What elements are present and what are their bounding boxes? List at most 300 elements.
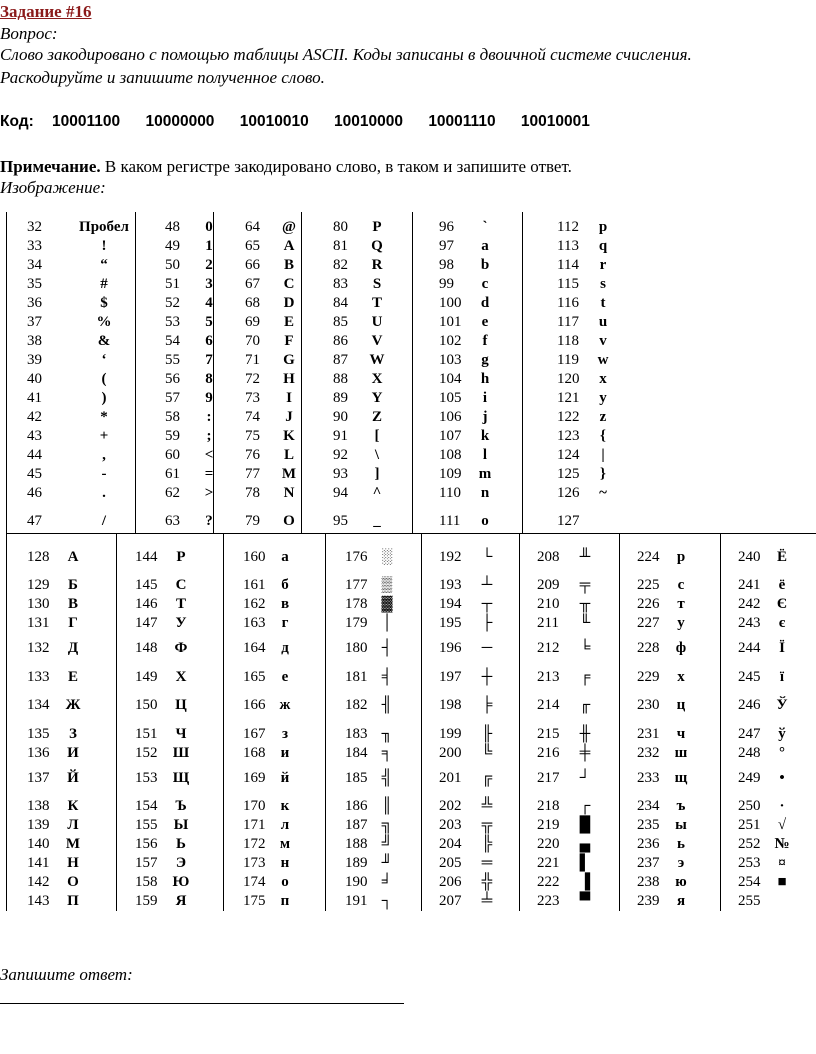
code-number: 164 <box>243 640 266 656</box>
code-number: 73 <box>245 390 260 406</box>
symbol: Й <box>67 770 79 786</box>
code-number: 249 <box>738 770 761 786</box>
code-number: 179 <box>345 615 368 631</box>
symbol: ц <box>676 697 686 713</box>
symbol: б <box>281 577 289 593</box>
code-number: 238 <box>637 874 660 890</box>
symbol: П <box>67 893 79 909</box>
symbol: т <box>677 596 685 612</box>
symbol: Z <box>371 409 382 425</box>
code-number: 90 <box>333 409 348 425</box>
symbol: е <box>281 669 289 685</box>
code-number: 115 <box>557 276 579 292</box>
code-number: 33 <box>27 238 42 254</box>
code-number: 51 <box>165 276 180 292</box>
code-number: 98 <box>439 257 454 273</box>
code-number: 218 <box>537 798 560 814</box>
code-number: 38 <box>27 333 42 349</box>
symbol: 6 <box>205 333 213 349</box>
code-number: 229 <box>637 669 660 685</box>
code-number: 205 <box>439 855 462 871</box>
symbol: . <box>102 485 106 501</box>
code-number: 81 <box>333 238 348 254</box>
code-number: 49 <box>165 238 180 254</box>
symbol: ╫ <box>579 726 591 742</box>
code-number: 114 <box>557 257 579 273</box>
code-number: 32 <box>27 219 42 235</box>
code-number: 177 <box>345 577 368 593</box>
code-number: 39 <box>27 352 42 368</box>
symbol: Ь <box>176 836 186 852</box>
symbol: ╞ <box>481 697 493 713</box>
symbol: Ч <box>175 726 187 742</box>
symbol: ш <box>674 745 688 761</box>
code-number: 50 <box>165 257 180 273</box>
ascii-table-32-127 <box>6 212 816 534</box>
symbol: ┴ <box>481 577 493 593</box>
code-number: 124 <box>557 447 580 463</box>
symbol: g <box>481 352 489 368</box>
symbol: u <box>598 314 608 330</box>
answer-line <box>0 1003 404 1004</box>
code-number: 203 <box>439 817 462 833</box>
symbol: ~ <box>599 485 607 501</box>
code-number: 45 <box>27 466 42 482</box>
code-number: 199 <box>439 726 462 742</box>
symbol: | <box>601 447 605 463</box>
symbol: ; <box>206 428 212 444</box>
symbol: ╝ <box>381 836 393 852</box>
code-number: 198 <box>439 697 462 713</box>
symbol: │ <box>381 615 393 631</box>
symbol: % <box>96 314 112 330</box>
code-number: 234 <box>637 798 660 814</box>
symbol: > <box>204 485 214 501</box>
code-number: 60 <box>165 447 180 463</box>
symbol: _ <box>373 513 381 529</box>
code-number: 223 <box>537 893 560 909</box>
code-number: 215 <box>537 726 560 742</box>
code-number: 66 <box>245 257 260 273</box>
symbol: ■ <box>777 874 787 890</box>
code-number: 65 <box>245 238 260 254</box>
code-line <box>0 113 611 131</box>
question-line-1: Слово закодировано с помощью таблицы ASCII. Коды записаны в двоичной системе счисления. <box>0 45 692 64</box>
code-number: 242 <box>738 596 761 612</box>
symbol: и <box>280 745 290 761</box>
symbol: ┌ <box>579 798 591 814</box>
code-number: 228 <box>637 640 660 656</box>
symbol: Л <box>67 817 79 833</box>
code-number: 112 <box>557 219 579 235</box>
code-number: 143 <box>27 893 50 909</box>
symbol: O <box>283 513 295 529</box>
code-number: 125 <box>557 466 580 482</box>
code-number: 147 <box>135 615 158 631</box>
symbol: r <box>599 257 607 273</box>
code-number: 121 <box>557 390 580 406</box>
code-number: 54 <box>165 333 180 349</box>
code-number: 244 <box>738 640 761 656</box>
symbol: ї <box>779 669 785 685</box>
code-3: 10010010 <box>239 113 309 130</box>
symbol: l <box>482 447 488 463</box>
code-number: 195 <box>439 615 462 631</box>
symbol: f <box>482 333 488 349</box>
code-number: 158 <box>135 874 158 890</box>
symbol: ░ <box>381 549 393 565</box>
symbol: @ <box>282 219 296 235</box>
code-number: 160 <box>243 549 266 565</box>
code-number: 136 <box>27 745 50 761</box>
code-number: 68 <box>245 295 260 311</box>
symbol: ў <box>778 726 786 742</box>
symbol: q <box>598 238 608 254</box>
symbol: w <box>597 352 609 368</box>
code-number: 120 <box>557 371 580 387</box>
symbol: а <box>281 549 289 565</box>
code-number: 83 <box>333 276 348 292</box>
symbol: ` <box>482 219 488 235</box>
code-number: 123 <box>557 428 580 444</box>
symbol: v <box>599 333 607 349</box>
ascii-table-128-255 <box>6 533 816 911</box>
code-number: 96 <box>439 219 454 235</box>
code-number: 150 <box>135 697 158 713</box>
symbol: ‘ <box>101 352 107 368</box>
symbol: Т <box>175 596 186 612</box>
symbol: щ <box>674 770 688 786</box>
code-number: 53 <box>165 314 180 330</box>
symbol: Ъ <box>175 798 187 814</box>
symbol: ╛ <box>381 874 393 890</box>
symbol: n <box>480 485 490 501</box>
code-number: 165 <box>243 669 266 685</box>
symbol: j <box>482 409 488 425</box>
code-number: 95 <box>333 513 348 529</box>
code-number: 78 <box>245 485 260 501</box>
code-number: 142 <box>27 874 50 890</box>
symbol: A <box>283 238 295 254</box>
task-title: Задание #16 <box>0 2 92 21</box>
code-number: 87 <box>333 352 348 368</box>
symbol: ╪ <box>579 745 591 761</box>
code-number: 100 <box>439 295 462 311</box>
code-number: 232 <box>637 745 660 761</box>
code-number: 55 <box>165 352 180 368</box>
symbol: ╘ <box>579 640 591 656</box>
symbol: ╩ <box>481 798 493 814</box>
symbol: ь <box>677 836 685 852</box>
code-number: 134 <box>27 697 50 713</box>
symbol: √ <box>777 817 787 833</box>
symbol: я <box>676 893 686 909</box>
symbol: 8 <box>205 371 213 387</box>
symbol: ¤ <box>778 855 786 871</box>
symbol: ) <box>101 390 107 406</box>
code-number: 144 <box>135 549 158 565</box>
symbol: ╣ <box>381 770 393 786</box>
symbol: ╔ <box>481 770 493 786</box>
symbol: о <box>281 874 289 890</box>
code-number: 132 <box>27 640 50 656</box>
code-number: 202 <box>439 798 462 814</box>
symbol: Д <box>67 640 79 656</box>
code-number: 146 <box>135 596 158 612</box>
code-number: 126 <box>557 485 580 501</box>
symbol: o <box>481 513 489 529</box>
code-number: 241 <box>738 577 761 593</box>
code-number: 97 <box>439 238 454 254</box>
code-number: 159 <box>135 893 158 909</box>
symbol: Ы <box>173 817 189 833</box>
symbol: I <box>286 390 292 406</box>
table2-column-divider <box>325 533 326 911</box>
code-number: 69 <box>245 314 260 330</box>
symbol: U <box>371 314 383 330</box>
symbol: Ц <box>175 697 187 713</box>
code-number: 76 <box>245 447 260 463</box>
code-number: 172 <box>243 836 266 852</box>
symbol: T <box>371 295 382 311</box>
note-label: Примечание. <box>0 157 101 176</box>
symbol: ! <box>101 238 107 254</box>
symbol: ╙ <box>579 615 591 631</box>
code-number: 163 <box>243 615 266 631</box>
code-number: 204 <box>439 836 462 852</box>
code-number: 243 <box>738 615 761 631</box>
symbol: ╗ <box>381 817 393 833</box>
symbol: · <box>779 798 785 814</box>
symbol: Q <box>371 238 383 254</box>
symbol: Б <box>68 577 78 593</box>
symbol: г <box>281 615 289 631</box>
symbol: с <box>677 577 685 593</box>
code-number: 151 <box>135 726 158 742</box>
code-4: 10010000 <box>334 113 403 130</box>
code-number: 250 <box>738 798 761 814</box>
code-number: 52 <box>165 295 180 311</box>
symbol: e <box>481 314 489 330</box>
table2-column-divider <box>116 533 117 911</box>
code-number: 107 <box>439 428 462 444</box>
code-number: 252 <box>738 836 761 852</box>
code-number: 220 <box>537 836 560 852</box>
code-number: 171 <box>243 817 266 833</box>
symbol: ╕ <box>381 745 393 761</box>
code-number: 214 <box>537 697 560 713</box>
code-number: 174 <box>243 874 266 890</box>
symbol: 1 <box>205 238 213 254</box>
symbol: ^ <box>372 485 382 501</box>
symbol: # <box>100 276 108 292</box>
code-number: 129 <box>27 577 50 593</box>
symbol: д <box>281 640 289 656</box>
code-number: 36 <box>27 295 42 311</box>
code-number: 181 <box>345 669 368 685</box>
symbol: Пробел <box>79 219 129 235</box>
code-number: 116 <box>557 295 579 311</box>
symbol: х <box>677 669 685 685</box>
question-label: Вопрос: <box>0 24 58 43</box>
code-number: 183 <box>345 726 368 742</box>
code-number: 240 <box>738 549 761 565</box>
symbol: ├ <box>481 615 493 631</box>
code-number: 37 <box>27 314 42 330</box>
symbol: / <box>101 513 107 529</box>
code-number: 58 <box>165 409 180 425</box>
symbol: ┼ <box>481 669 493 685</box>
code-number: 153 <box>135 770 158 786</box>
symbol: D <box>283 295 295 311</box>
symbol: Э <box>175 855 187 871</box>
symbol: J <box>285 409 293 425</box>
symbol: ю <box>675 874 687 890</box>
code-number: 85 <box>333 314 348 330</box>
symbol: ▀ <box>579 893 591 909</box>
code-number: 64 <box>245 219 260 235</box>
symbol: ё <box>778 577 786 593</box>
code-number: 219 <box>537 817 560 833</box>
symbol: $ <box>100 295 108 311</box>
symbol: ╡ <box>381 669 393 685</box>
code-number: 206 <box>439 874 462 890</box>
symbol: ч <box>676 726 686 742</box>
code-number: 56 <box>165 371 180 387</box>
code-number: 86 <box>333 333 348 349</box>
code-number: 169 <box>243 770 266 786</box>
symbol: з <box>281 726 289 742</box>
code-number: 196 <box>439 640 462 656</box>
code-5: 10001110 <box>428 113 496 130</box>
symbol: G <box>283 352 295 368</box>
code-number: 99 <box>439 276 454 292</box>
code-number: 41 <box>27 390 42 406</box>
code-number: 154 <box>135 798 158 814</box>
code-number: 139 <box>27 817 50 833</box>
symbol: E <box>283 314 294 330</box>
code-number: 47 <box>27 513 42 529</box>
symbol: Х <box>175 669 187 685</box>
code-number: 122 <box>557 409 580 425</box>
code-number: 57 <box>165 390 180 406</box>
code-number: 193 <box>439 577 462 593</box>
code-number: 105 <box>439 390 462 406</box>
symbol: № <box>774 836 790 852</box>
symbol: b <box>480 257 490 273</box>
code-number: 155 <box>135 817 158 833</box>
code-number: 182 <box>345 697 368 713</box>
symbol: Ф <box>174 640 188 656</box>
code-number: 75 <box>245 428 260 444</box>
symbol: i <box>482 390 488 406</box>
symbol: 5 <box>205 314 213 330</box>
code-number: 239 <box>637 893 660 909</box>
symbol: K <box>283 428 295 444</box>
code-number: 208 <box>537 549 560 565</box>
code-number: 93 <box>333 466 348 482</box>
code-number: 178 <box>345 596 368 612</box>
code-number: 200 <box>439 745 462 761</box>
code-number: 109 <box>439 466 462 482</box>
symbol: у <box>677 615 685 631</box>
code-number: 225 <box>637 577 660 593</box>
symbol: c <box>481 276 489 292</box>
symbol: Г <box>68 615 78 631</box>
symbol: ъ <box>676 798 686 814</box>
symbol: H <box>283 371 295 387</box>
symbol: P <box>372 219 382 235</box>
symbol: h <box>480 371 490 387</box>
symbol: ╥ <box>579 596 591 612</box>
symbol: ╜ <box>381 855 393 871</box>
code-number: 237 <box>637 855 660 871</box>
symbol: t <box>600 295 606 311</box>
code-number: 34 <box>27 257 42 273</box>
code-number: 236 <box>637 836 660 852</box>
symbol: W <box>369 352 385 368</box>
symbol: й <box>280 770 290 786</box>
code-number: 222 <box>537 874 560 890</box>
code-number: 253 <box>738 855 761 871</box>
code-number: 254 <box>738 874 761 890</box>
code-number: 162 <box>243 596 266 612</box>
symbol: B <box>283 257 294 273</box>
symbol: ж <box>279 697 291 713</box>
code-number: 80 <box>333 219 348 235</box>
symbol: ( <box>101 371 107 387</box>
table2-column-divider <box>619 533 620 911</box>
code-number: 71 <box>245 352 260 368</box>
symbol: s <box>600 276 606 292</box>
code-number: 138 <box>27 798 50 814</box>
code-number: 185 <box>345 770 368 786</box>
symbol: k <box>480 428 490 444</box>
code-number: 108 <box>439 447 462 463</box>
symbol: R <box>371 257 383 273</box>
symbol: ┤ <box>381 640 393 656</box>
code-number: 63 <box>165 513 180 529</box>
code-number: 91 <box>333 428 348 444</box>
symbol: ═ <box>481 855 493 871</box>
symbol: a <box>481 238 489 254</box>
symbol: ° <box>779 745 785 761</box>
code-number: 175 <box>243 893 266 909</box>
code-number: 79 <box>245 513 260 529</box>
code-number: 188 <box>345 836 368 852</box>
symbol: Ў <box>776 697 788 713</box>
code-number: 248 <box>738 745 761 761</box>
code-number: 186 <box>345 798 368 814</box>
symbol: ╨ <box>579 549 591 565</box>
symbol: ╖ <box>381 726 393 742</box>
code-2: 10000000 <box>145 113 215 130</box>
code-number: 43 <box>27 428 42 444</box>
table1-column-divider <box>522 212 523 533</box>
code-number: 133 <box>27 669 50 685</box>
symbol: F <box>284 333 294 349</box>
code-number: 173 <box>243 855 266 871</box>
note-text: В каком регистре закодировано слово, в таком и запишите ответ. <box>100 157 572 176</box>
code-label: Код: <box>0 113 34 130</box>
symbol: ╒ <box>579 669 591 685</box>
code-number: 231 <box>637 726 660 742</box>
symbol: S <box>372 276 382 292</box>
symbol: 0 <box>205 219 213 235</box>
code-number: 102 <box>439 333 462 349</box>
code-number: 141 <box>27 855 50 871</box>
symbol: y <box>599 390 607 406</box>
